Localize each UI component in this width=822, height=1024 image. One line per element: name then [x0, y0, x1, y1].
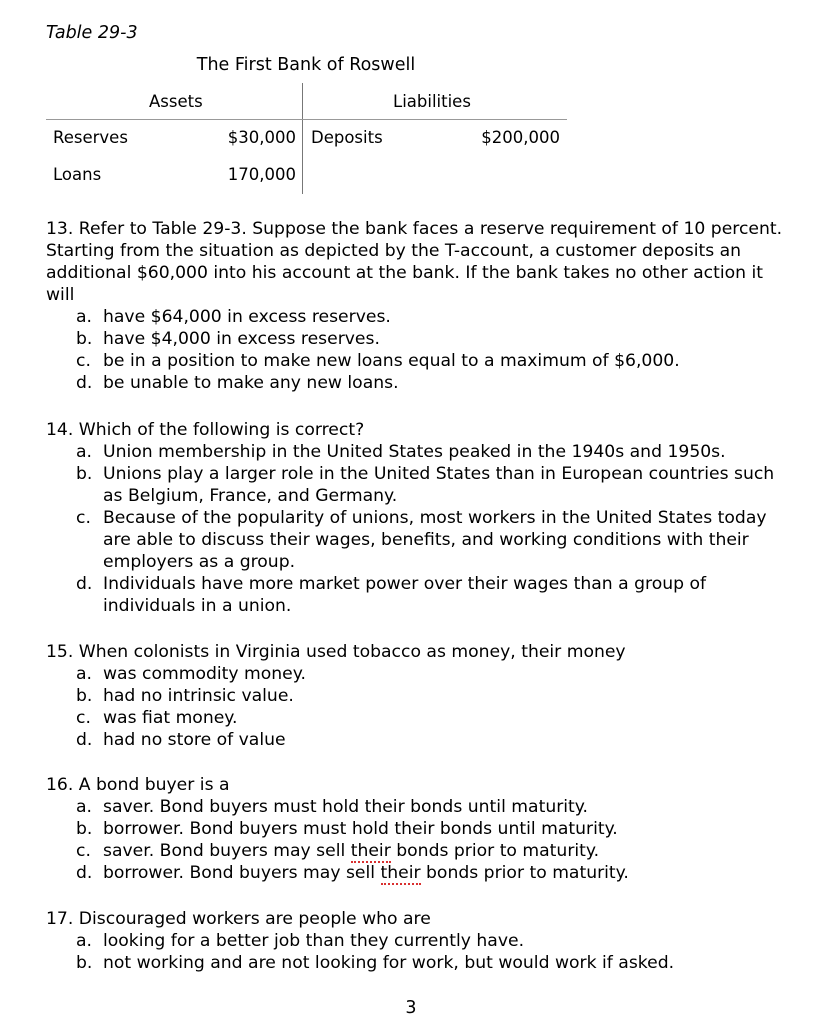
answer-option	[46, 930, 786, 952]
option-text: had no intrinsic value.	[103, 686, 294, 706]
answer-options	[46, 441, 786, 617]
option-letter: d.	[76, 730, 93, 750]
liability-label-deposits: Deposits	[311, 128, 383, 147]
option-letter: d.	[76, 863, 93, 883]
option-letter: a.	[76, 931, 92, 951]
spellcheck-marked-word[interactable]: their	[380, 863, 421, 883]
option-text: be unable to make any new loans.	[103, 373, 399, 393]
table-caption: Table 29-3	[46, 23, 138, 43]
answer-option	[46, 796, 786, 818]
option-text: not working and are not looking for work, but would work if asked.	[103, 953, 675, 973]
answer-option	[46, 441, 786, 463]
option-text: Individuals have more market power over their wages than a group of individuals in a union.	[103, 574, 707, 616]
option-text-before: borrower. Bond buyers may sell	[103, 863, 381, 883]
question-stem: 17. Discouraged workers are people who are	[46, 909, 431, 929]
option-letter: b.	[76, 464, 93, 484]
option-text: Union membership in the United States peaked in the 1940s and 1950s.	[103, 442, 726, 462]
liability-value-deposits: $200,000	[481, 128, 560, 147]
t-account-horizontal-line	[46, 119, 567, 120]
answer-options	[46, 796, 786, 884]
option-letter: a.	[76, 664, 92, 684]
question-16	[46, 774, 786, 884]
option-text: Because of the popularity of unions, most workers in the United States today are able to discuss their wages, benefits, and working conditions with their employers as a group.	[103, 508, 767, 572]
assets-header: Assets	[149, 92, 203, 111]
option-text-before: saver. Bond buyers may sell	[103, 841, 351, 861]
option-letter: c.	[76, 508, 91, 528]
question-stem: 13. Refer to Table 29-3. Suppose the bank faces a reserve requirement of 10 percent. Starting from the situation as depicted by the T-account, a customer deposits an additional $60,000 into his account at the bank. If the bank takes no other action it will	[46, 219, 783, 305]
answer-options	[46, 930, 786, 974]
option-letter: a.	[76, 797, 92, 817]
answer-option	[46, 818, 786, 840]
answer-option	[46, 372, 786, 394]
option-letter: d.	[76, 574, 93, 594]
asset-value-loans: 170,000	[227, 165, 296, 184]
option-text: saver. Bond buyers must hold their bonds until maturity.	[103, 797, 588, 817]
answer-options	[46, 306, 786, 394]
asset-value-reserves: $30,000	[227, 128, 296, 147]
answer-option	[46, 729, 786, 751]
option-letter: b.	[76, 329, 93, 349]
option-letter: a.	[76, 307, 92, 327]
option-letter: c.	[76, 841, 91, 861]
answer-option	[46, 350, 786, 372]
answer-option	[46, 862, 786, 884]
question-17	[46, 908, 786, 974]
option-letter: c.	[76, 351, 91, 371]
answer-option	[46, 463, 786, 507]
option-text: be in a position to make new loans equal to a maximum of $6,000.	[103, 351, 680, 371]
option-letter: b.	[76, 686, 93, 706]
answer-option	[46, 840, 786, 862]
page-number: 3	[405, 998, 417, 1018]
question-stem: 15. When colonists in Virginia used tobacco as money, their money	[46, 642, 626, 662]
answer-option	[46, 306, 786, 328]
option-text: was commodity money.	[103, 664, 306, 684]
option-text: have $4,000 in excess reserves.	[103, 329, 380, 349]
option-text: had no store of value	[103, 730, 286, 750]
option-letter: b.	[76, 953, 93, 973]
answer-option	[46, 663, 786, 685]
answer-options	[46, 663, 786, 751]
option-text-after: bonds prior to maturity.	[420, 863, 629, 883]
option-text: looking for a better job than they currently have.	[103, 931, 525, 951]
option-text: borrower. Bond buyers must hold their bonds until maturity.	[103, 819, 618, 839]
asset-label-reserves: Reserves	[53, 128, 128, 147]
question-15	[46, 641, 786, 751]
option-letter: c.	[76, 708, 91, 728]
answer-option	[46, 507, 786, 573]
answer-option	[46, 707, 786, 729]
option-text-after: bonds prior to maturity.	[390, 841, 600, 861]
question-14	[46, 419, 786, 617]
option-text: Unions play a larger role in the United States than in European countries such as Belgium, France, and Germany.	[103, 464, 775, 506]
bank-title: The First Bank of Roswell	[196, 55, 416, 75]
spellcheck-marked-word[interactable]: their	[350, 841, 391, 861]
liabilities-header: Liabilities	[393, 92, 471, 111]
answer-option	[46, 573, 786, 617]
option-letter: b.	[76, 819, 93, 839]
question-stem: 14. Which of the following is correct?	[46, 420, 365, 440]
option-text: have $64,000 in excess reserves.	[103, 307, 391, 327]
answer-option	[46, 952, 786, 974]
asset-label-loans: Loans	[53, 165, 102, 184]
t-account	[46, 83, 567, 194]
option-text: was fiat money.	[103, 708, 238, 728]
option-letter: d.	[76, 373, 93, 393]
question-stem: 16. A bond buyer is a	[46, 775, 230, 795]
answer-option	[46, 328, 786, 350]
t-account-vertical-line	[302, 83, 303, 194]
answer-option	[46, 685, 786, 707]
option-letter: a.	[76, 442, 92, 462]
question-13	[46, 218, 786, 394]
